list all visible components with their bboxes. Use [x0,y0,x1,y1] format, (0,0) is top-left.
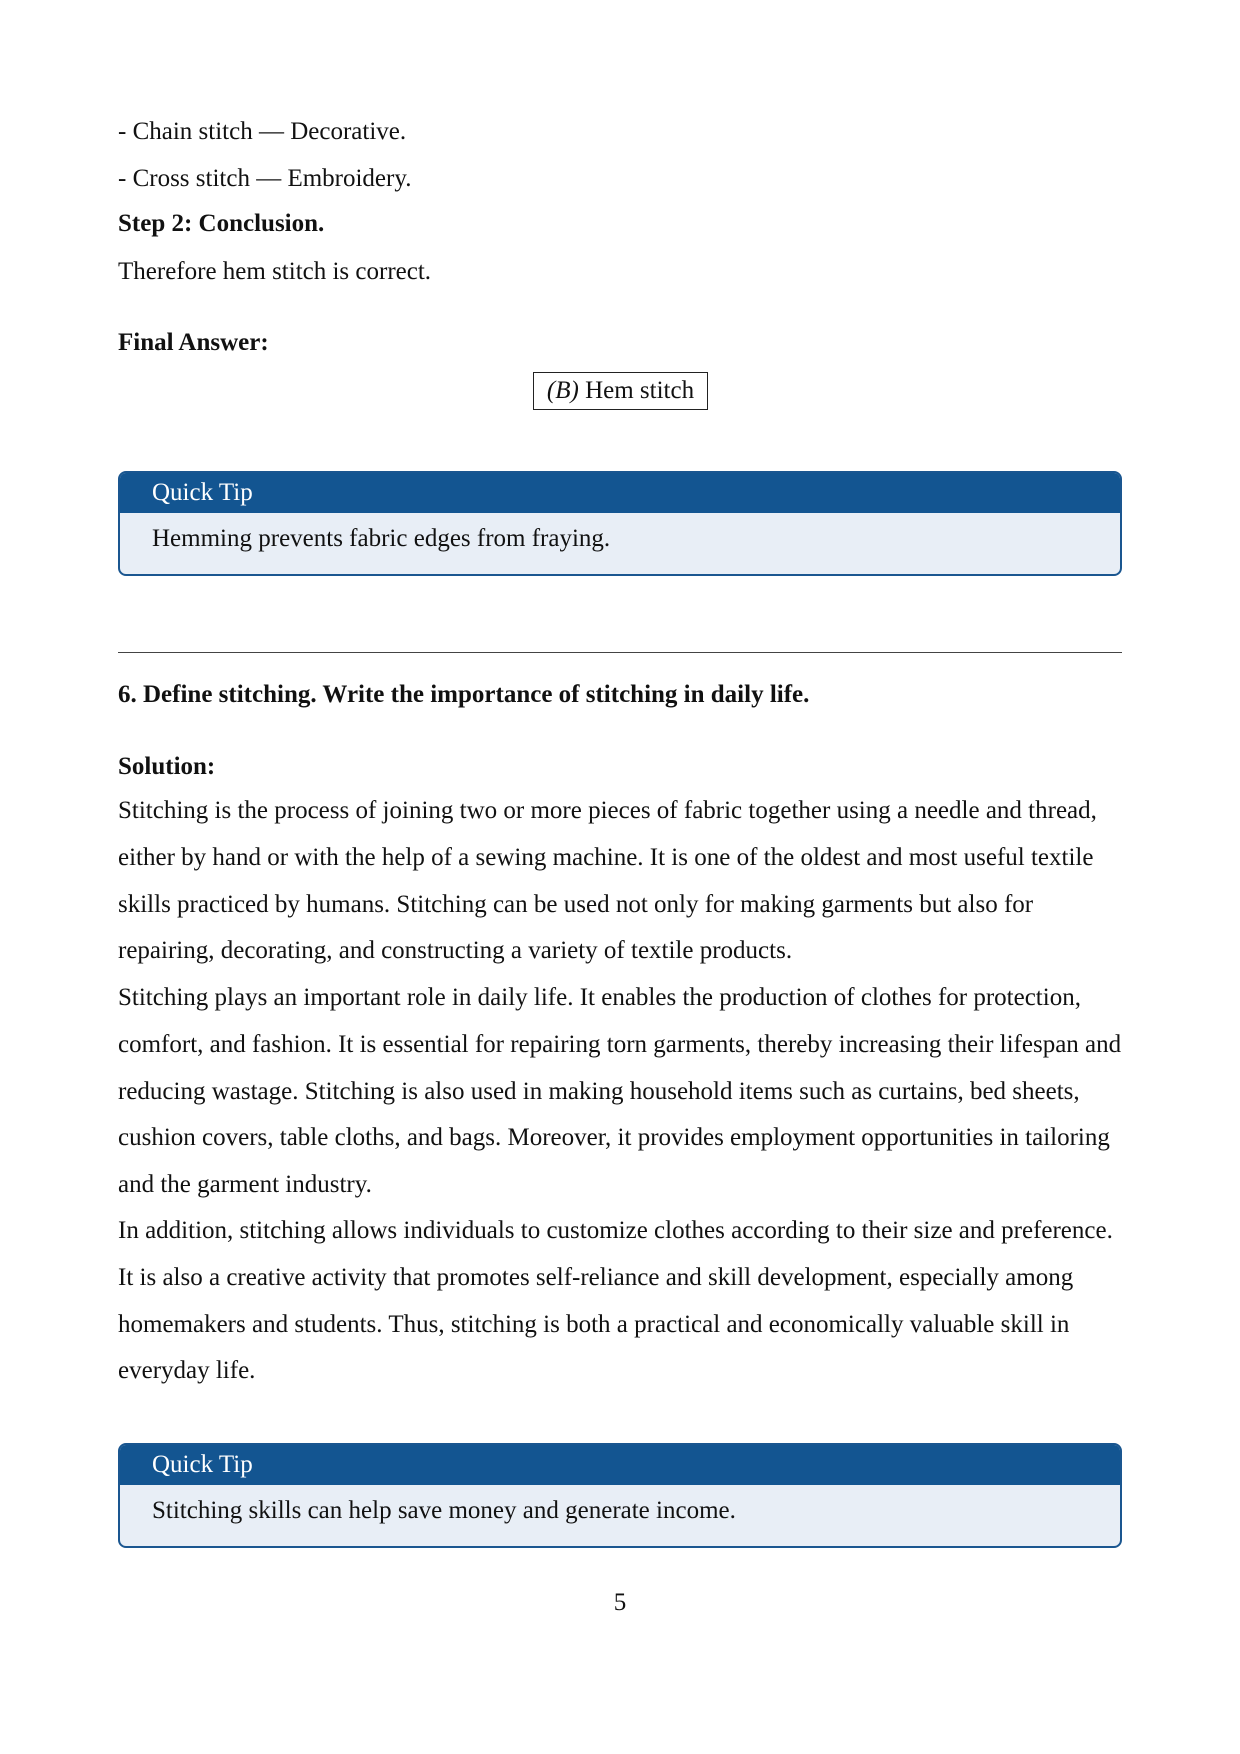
page-number: 5 [613,1589,627,1616]
quick-tip-box-1 [118,471,1122,576]
solution-paragraph-2: Stitching plays an important role in daily life. It enables the production of clothes for protection, comfort, and fashion. It is essential for repairing torn garments, thereby increasing their lifespan and reducing wastage. Stitching is also used in making household items such as curtains, bed sheets, cushion covers, table cloths, and bags. Moreover, it provides employment opportunities in tailoring and the garment industry. [118,984,1122,1199]
list-item-chain-stitch: - Chain stitch — Decorative. [118,118,407,145]
solution-paragraph-3: In addition, stitching allows individuals to customize clothes according to their size and preference. It is also a creative activity that promotes self-reliance and skill development, especially among homemakers and students. Thus, stitching is both a practical and economically valuable skill in everyday life. [118,1217,1113,1385]
section-divider [118,652,1122,653]
step2-text: Therefore hem stitch is correct. [118,258,432,285]
question-6-text: 6. Define stitching. Write the importance of stitching in daily life. [118,681,810,708]
quick-tip-box-2 [118,1443,1122,1548]
solution-paragraph-1: Stitching is the process of joining two or more pieces of fabric together using a needle and thread, either by hand or with the help of a sewing machine. It is one of the oldest and most useful textile skills practiced by humans. Stitching can be used not only for making garments but also for repairing, decorating, and constructing a variety of textile products. [118,797,1097,965]
quick-tip-title-2: Quick Tip [120,1445,1120,1485]
final-answer-box [533,372,708,410]
list-item-cross-stitch: - Cross stitch — Embroidery. [118,165,412,192]
quick-tip-text-1: Hemming prevents fabric edges from fraying. [152,525,611,552]
quick-tip-title-1: Quick Tip [120,473,1120,513]
solution-label: Solution: [118,753,216,780]
final-answer-label: Final Answer: [118,329,269,356]
final-answer-option: (B) [546,377,579,404]
quick-tip-text-2: Stitching skills can help save money and generate income. [152,1497,736,1524]
step2-heading: Step 2: Conclusion. [118,210,325,237]
final-answer-text: Hem stitch [585,377,695,404]
